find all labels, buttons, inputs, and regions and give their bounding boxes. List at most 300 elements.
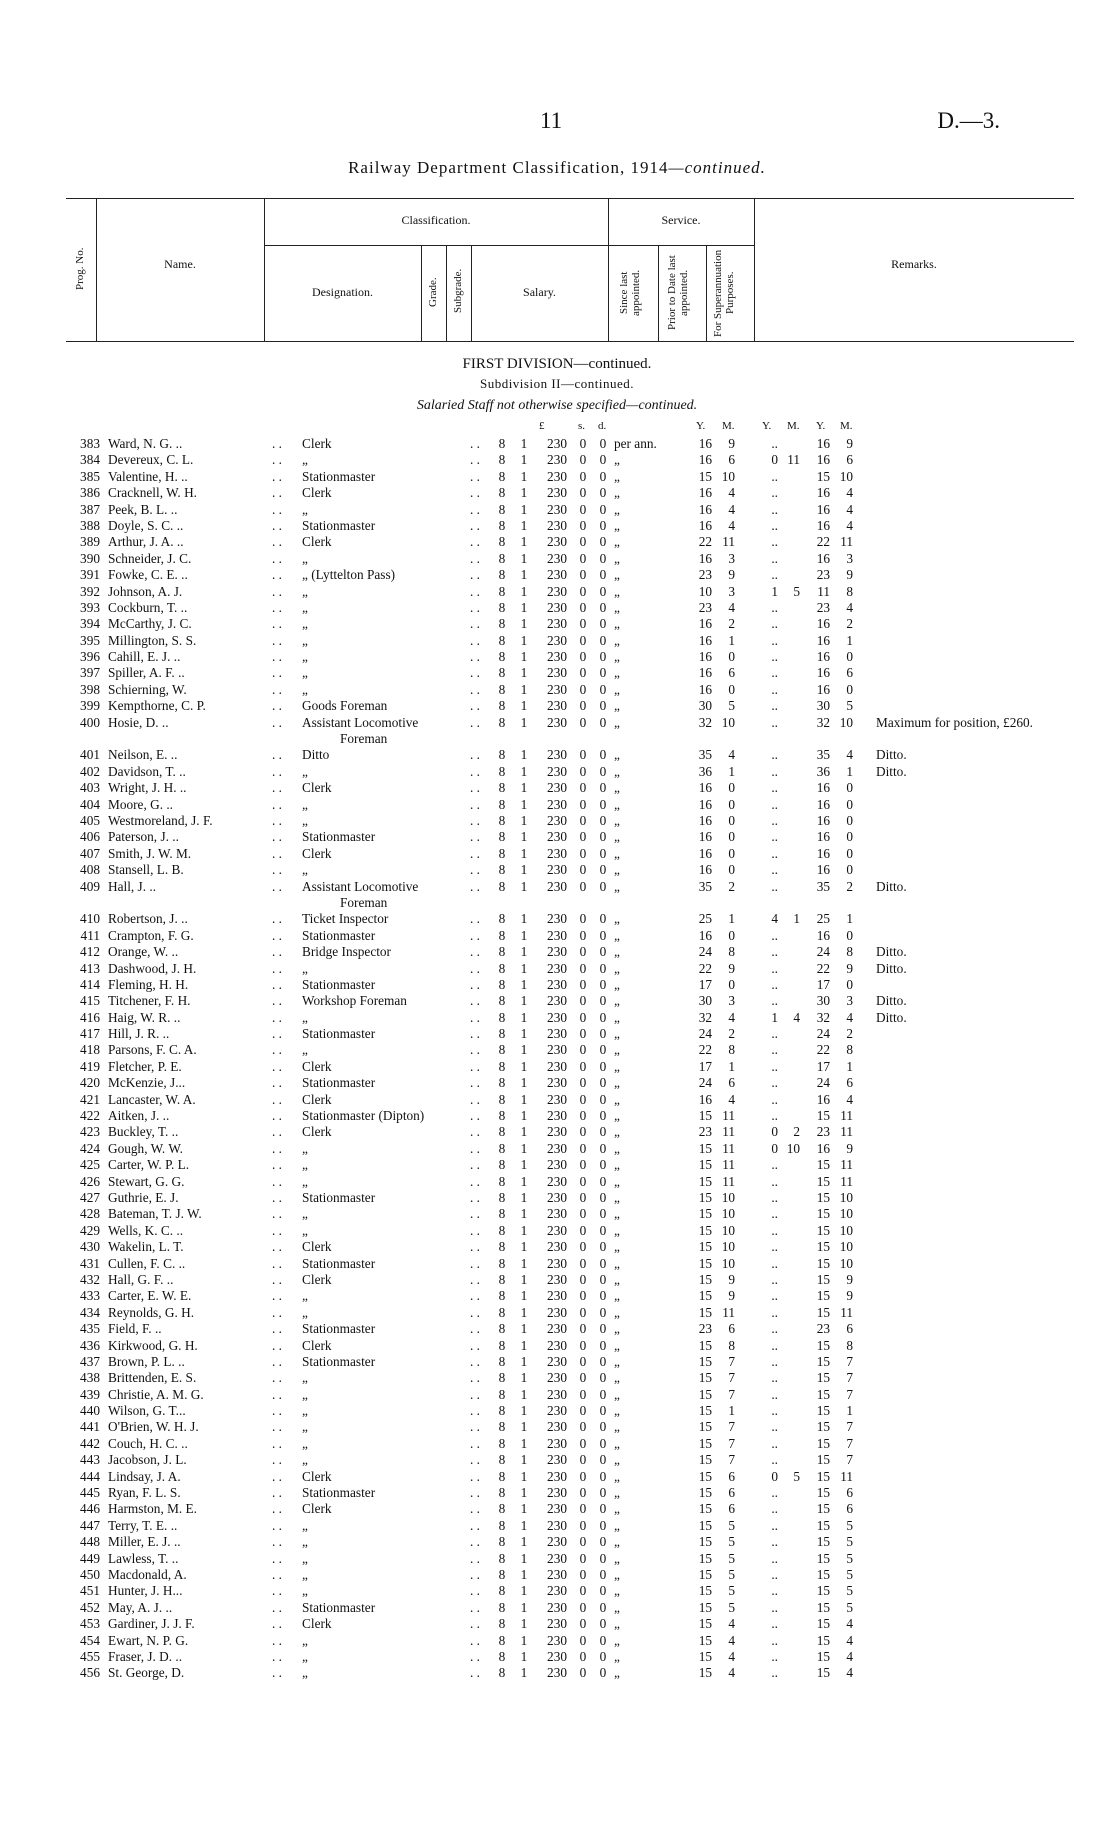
cell-designation: „ [302, 1173, 308, 1189]
cell-prog-no: 434 [80, 1304, 100, 1320]
cell-name: Guthrie, E. J. [108, 1190, 179, 1205]
cell-super-months: 10 [839, 1190, 853, 1205]
cell-prior-years: .. [771, 501, 778, 517]
cell-salary-period: „ [614, 517, 620, 533]
cell-salary-shillings: 0 [579, 1288, 587, 1304]
cell-salary-pence: 0 [599, 878, 607, 894]
header-salary: Salary. [523, 285, 556, 299]
cell-designation: „ [302, 796, 308, 812]
table-row [66, 1108, 1106, 1124]
leader-dots: . . [470, 681, 480, 697]
leader-dots: . . [272, 1321, 282, 1337]
cell-subgrade: 1 [520, 927, 528, 943]
cell-prog-no: 435 [80, 1321, 100, 1337]
cell-prog-no: 398 [80, 681, 100, 697]
cell-super-months: 2 [846, 616, 853, 632]
leader-dots: . . [272, 1304, 282, 1320]
cell-prog-no: 417 [80, 1026, 100, 1042]
cell-prog-no: 418 [80, 1042, 100, 1058]
cell-since-last-years: 15 [698, 1468, 712, 1484]
table-row [66, 1338, 1106, 1354]
cell-salary-pence: 0 [599, 911, 607, 927]
cell-since-last-months: 2 [728, 878, 735, 894]
cell-since-last-years: 15 [698, 1288, 712, 1304]
cell-salary-pounds: 230 [547, 944, 567, 960]
cell-salary-period: „ [614, 1075, 620, 1091]
cell-subgrade: 1 [520, 1566, 528, 1582]
leader-dots: . . [470, 1534, 480, 1550]
cell-salary-pence: 0 [599, 747, 607, 763]
cell-since-last-months: 9 [728, 1271, 735, 1287]
cell-subgrade: 1 [520, 1583, 528, 1599]
cell-designation: „ [302, 632, 308, 648]
cell-super-years: 15 [816, 1566, 830, 1582]
cell-salary-pounds: 230 [547, 1583, 567, 1599]
cell-salary-pounds: 230 [547, 649, 567, 665]
cell-salary-pence: 0 [599, 436, 607, 451]
cell-since-last-years: 15 [698, 1566, 712, 1582]
cell-prior-years: .. [771, 1108, 778, 1124]
unit-year-c: Y. [816, 420, 826, 432]
cell-salary-pence: 0 [599, 796, 607, 812]
leader-dots: . . [272, 1370, 282, 1386]
leader-dots: . . [272, 1271, 282, 1287]
leader-dots: . . [272, 927, 282, 943]
table-row [66, 911, 1106, 927]
cell-prog-no: 403 [80, 780, 100, 796]
cell-salary-shillings: 0 [579, 1370, 587, 1386]
cell-salary-pence: 0 [599, 1157, 607, 1173]
cell-since-last-years: 15 [698, 1403, 712, 1419]
cell-super-months: 3 [846, 550, 853, 566]
cell-prog-no: 392 [80, 583, 100, 599]
cell-prior-years: .. [771, 927, 778, 943]
cell-super-months: 0 [846, 845, 853, 861]
cell-designation: „ [302, 681, 308, 697]
cell-salary-period: „ [614, 747, 620, 763]
cell-salary-pounds: 230 [547, 1058, 567, 1074]
table-row [66, 1305, 1106, 1321]
cell-subgrade: 1 [520, 911, 528, 927]
cell-designation: „ [302, 550, 308, 566]
cell-prog-no: 401 [80, 747, 100, 763]
cell-prior-years: .. [771, 813, 778, 828]
cell-grade: 8 [498, 1321, 506, 1337]
cell-salary-pounds: 230 [547, 517, 567, 533]
leader-dots: . . [470, 780, 480, 796]
cell-grade: 8 [498, 1206, 506, 1222]
cell-salary-period: „ [614, 1124, 620, 1140]
cell-salary-pounds: 230 [547, 911, 567, 927]
table-row [66, 518, 1106, 534]
cell-salary-pence: 0 [599, 1091, 607, 1107]
cell-prior-years: .. [771, 1058, 778, 1074]
cell-salary-pence: 0 [599, 1550, 607, 1566]
cell-salary-period: „ [614, 1190, 620, 1205]
cell-super-years: 16 [816, 862, 830, 878]
cell-subgrade: 1 [520, 583, 528, 599]
cell-subgrade: 1 [520, 1026, 528, 1042]
cell-prior-years: .. [771, 1485, 778, 1501]
cell-prog-no: 390 [80, 550, 100, 566]
leader-dots: . . [470, 927, 480, 943]
cell-since-last-years: 15 [698, 1665, 712, 1681]
cell-prior-years: .. [771, 1599, 778, 1615]
cell-salary-pence: 0 [599, 813, 607, 828]
leader-dots: . . [272, 976, 282, 992]
leader-dots: . . [470, 1648, 480, 1664]
cell-grade: 8 [498, 1665, 506, 1681]
cell-designation: „ [302, 813, 308, 828]
cell-subgrade: 1 [520, 960, 528, 976]
cell-designation: Stationmaster [302, 1353, 376, 1369]
table-row [66, 1649, 1106, 1665]
leader-dots: . . [470, 1042, 480, 1058]
cell-salary-period: „ [614, 698, 620, 714]
cell-designation: Bridge Inspector [302, 944, 391, 960]
cell-prog-no: 443 [80, 1452, 100, 1468]
cell-super-months: 6 [846, 452, 853, 468]
cell-grade: 8 [498, 763, 506, 779]
cell-grade: 8 [498, 1157, 506, 1173]
cell-salary-period: „ [614, 780, 620, 796]
leader-dots: . . [470, 862, 480, 878]
cell-prior-years: .. [771, 1206, 778, 1222]
cell-super-years: 15 [816, 1173, 830, 1189]
cell-salary-pounds: 230 [547, 632, 567, 648]
cell-grade: 8 [498, 1534, 506, 1550]
cell-salary-period: „ [614, 649, 620, 665]
cell-salary-pence: 0 [599, 616, 607, 632]
cell-since-last-years: 22 [698, 960, 712, 976]
cell-name: Aitken, J. .. [108, 1108, 170, 1124]
cell-name: Arthur, J. A. .. [108, 534, 184, 550]
leader-dots: . . [272, 1108, 282, 1124]
cell-designation: „ [302, 583, 308, 599]
cell-prior-years: .. [771, 1452, 778, 1468]
table-row [66, 1157, 1106, 1173]
cell-designation: „ [302, 1222, 308, 1238]
cell-prior-years: .. [771, 1403, 778, 1419]
leader-dots: . . [470, 1091, 480, 1107]
leader-dots: . . [272, 960, 282, 976]
cell-salary-shillings: 0 [579, 616, 587, 632]
cell-super-years: 15 [816, 1452, 830, 1468]
cell-super-months: 11 [840, 1108, 853, 1124]
cell-designation: „ [302, 1403, 308, 1419]
leader-dots: . . [272, 1042, 282, 1058]
cell-name: Lancaster, W. A. [108, 1091, 196, 1107]
cell-salary-shillings: 0 [579, 747, 587, 763]
cell-subgrade: 1 [520, 813, 528, 828]
cell-since-last-months: 0 [728, 976, 735, 992]
cell-salary-period: „ [614, 681, 620, 697]
table-row [66, 1256, 1106, 1272]
cell-designation: Stationmaster [302, 1485, 376, 1501]
leader-dots: . . [272, 1222, 282, 1238]
cell-salary-pounds: 230 [547, 1255, 567, 1271]
leader-dots: . . [470, 796, 480, 812]
cell-subgrade: 1 [520, 780, 528, 796]
cell-salary-pounds: 230 [547, 1222, 567, 1238]
cell-since-last-months: 10 [721, 1255, 735, 1271]
cell-since-last-years: 16 [698, 550, 712, 566]
cell-salary-pence: 0 [599, 944, 607, 960]
cell-designation: Clerk [302, 1091, 332, 1107]
cell-subgrade: 1 [520, 452, 528, 468]
cell-subgrade: 1 [520, 1468, 528, 1484]
cell-super-months: 4 [846, 747, 853, 763]
cell-super-years: 15 [816, 468, 830, 484]
cell-salary-pounds: 230 [547, 1616, 567, 1632]
cell-super-months: 7 [846, 1452, 853, 1468]
cell-prior-years: .. [771, 1190, 778, 1205]
cell-super-years: 15 [816, 1501, 830, 1517]
cell-salary-pence: 0 [599, 583, 607, 599]
cell-prior-years: .. [771, 534, 778, 550]
cell-since-last-years: 16 [698, 1091, 712, 1107]
cell-subgrade: 1 [520, 1124, 528, 1140]
cell-prior-years: .. [771, 1271, 778, 1287]
cell-name: Hunter, J. H... [108, 1583, 183, 1599]
cell-since-last-years: 15 [698, 1616, 712, 1632]
cell-name: Hall, G. F. .. [108, 1271, 174, 1287]
cell-designation: „ [302, 1386, 308, 1402]
cell-salary-pounds: 230 [547, 1190, 567, 1205]
table-row [66, 1616, 1106, 1632]
table-row [66, 502, 1106, 518]
cell-grade: 8 [498, 862, 506, 878]
cell-grade: 8 [498, 1632, 506, 1648]
cell-since-last-months: 4 [728, 1616, 735, 1632]
leader-dots: . . [470, 1190, 480, 1205]
cell-since-last-years: 23 [698, 567, 712, 583]
cell-since-last-months: 11 [722, 1173, 735, 1189]
header-superannuation: For Superannuation Purposes. [712, 249, 736, 337]
cell-salary-pence: 0 [599, 501, 607, 517]
table-header [66, 198, 1074, 342]
leader-dots: . . [470, 1485, 480, 1501]
cell-salary-pence: 0 [599, 665, 607, 681]
cell-salary-pence: 0 [599, 599, 607, 615]
cell-name: Orange, W. .. [108, 944, 179, 960]
cell-salary-pounds: 230 [547, 1075, 567, 1091]
cell-designation: Clerk [302, 1239, 332, 1255]
cell-grade: 8 [498, 829, 506, 845]
cell-since-last-months: 4 [728, 1091, 735, 1107]
cell-designation: Stationmaster (Dipton) [302, 1108, 425, 1124]
cell-since-last-years: 15 [698, 1452, 712, 1468]
cell-super-years: 15 [816, 1304, 830, 1320]
cell-super-months: 5 [846, 1550, 853, 1566]
cell-prog-no: 414 [80, 976, 100, 992]
cell-since-last-years: 16 [698, 436, 712, 451]
cell-grade: 8 [498, 1108, 506, 1124]
unit-year-b: Y. [762, 420, 772, 432]
leader-dots: . . [470, 960, 480, 976]
cell-salary-period: „ [614, 1009, 620, 1025]
division-title: FIRST DIVISION—continued. [462, 356, 652, 372]
cell-salary-period: „ [614, 1321, 620, 1337]
table-row [66, 1633, 1106, 1649]
cell-since-last-months: 11 [722, 534, 735, 550]
cell-since-last-years: 22 [698, 1042, 712, 1058]
cell-since-last-months: 11 [722, 1304, 735, 1320]
leader-dots: . . [470, 550, 480, 566]
cell-salary-shillings: 0 [579, 1190, 587, 1205]
cell-salary-pounds: 230 [547, 1550, 567, 1566]
cell-since-last-months: 4 [728, 1009, 735, 1025]
cell-since-last-months: 7 [728, 1435, 735, 1451]
leader-dots: . . [470, 1009, 480, 1025]
cell-salary-period: „ [614, 665, 620, 681]
cell-name: Wakelin, L. T. [108, 1239, 184, 1255]
leader-dots: . . [272, 468, 282, 484]
cell-prior-years: 1 [771, 583, 778, 599]
cell-super-months: 8 [846, 1042, 853, 1058]
cell-name: Cockburn, T. .. [108, 599, 188, 615]
cell-super-months: 8 [846, 1337, 853, 1353]
cell-since-last-years: 15 [698, 1108, 712, 1124]
cell-super-months: 0 [846, 681, 853, 697]
cell-subgrade: 1 [520, 1271, 528, 1287]
cell-super-years: 17 [816, 1058, 830, 1074]
cell-since-last-years: 16 [698, 452, 712, 468]
cell-super-months: 0 [846, 976, 853, 992]
cell-salary-pence: 0 [599, 1140, 607, 1156]
leader-dots: . . [272, 796, 282, 812]
cell-prior-months: 1 [793, 911, 800, 927]
cell-prog-no: 407 [80, 845, 100, 861]
cell-since-last-years: 15 [698, 1337, 712, 1353]
cell-salary-shillings: 0 [579, 1075, 587, 1091]
cell-name: Millington, S. S. [108, 632, 197, 648]
cell-grade: 8 [498, 1616, 506, 1632]
cell-prior-years: .. [771, 1304, 778, 1320]
leader-dots: . . [272, 1009, 282, 1025]
cell-super-years: 16 [816, 501, 830, 517]
cell-prog-no: 433 [80, 1288, 100, 1304]
leader-dots: . . [470, 649, 480, 665]
cell-grade: 8 [498, 583, 506, 599]
cell-subgrade: 1 [520, 1419, 528, 1435]
cell-salary-pence: 0 [599, 550, 607, 566]
cell-super-years: 16 [816, 452, 830, 468]
cell-grade: 8 [498, 1353, 506, 1369]
cell-prog-no: 421 [80, 1091, 100, 1107]
cell-since-last-months: 0 [728, 829, 735, 845]
cell-salary-pounds: 230 [547, 1648, 567, 1664]
cell-salary-period: „ [614, 583, 620, 599]
cell-salary-shillings: 0 [579, 517, 587, 533]
cell-name: Hosie, D. .. [108, 714, 169, 730]
cell-grade: 8 [498, 1255, 506, 1271]
cell-salary-period: „ [614, 1566, 620, 1582]
cell-subgrade: 1 [520, 1648, 528, 1664]
cell-salary-shillings: 0 [579, 1222, 587, 1238]
cell-salary-pence: 0 [599, 1075, 607, 1091]
cell-super-months: 1 [846, 763, 853, 779]
cell-salary-pounds: 230 [547, 1271, 567, 1287]
cell-salary-pence: 0 [599, 1468, 607, 1484]
cell-salary-pounds: 230 [547, 878, 567, 894]
cell-super-months: 11 [840, 534, 853, 550]
cell-subgrade: 1 [520, 436, 528, 451]
cell-since-last-years: 16 [698, 927, 712, 943]
cell-name: Neilson, E. .. [108, 747, 178, 763]
cell-super-years: 16 [816, 550, 830, 566]
cell-super-years: 24 [816, 1075, 830, 1091]
cell-designation: Clerk [302, 780, 332, 796]
cell-since-last-years: 15 [698, 1190, 712, 1205]
cell-super-years: 15 [816, 1468, 830, 1484]
cell-designation: „ [302, 616, 308, 632]
cell-name: Robertson, J. .. [108, 911, 188, 927]
cell-prog-no: 451 [80, 1583, 100, 1599]
leader-dots: . . [470, 1026, 480, 1042]
cell-name: Wells, K. C. .. [108, 1222, 184, 1238]
leader-dots: . . [470, 1566, 480, 1582]
cell-salary-pence: 0 [599, 1452, 607, 1468]
cell-salary-shillings: 0 [579, 1485, 587, 1501]
cell-salary-shillings: 0 [579, 1337, 587, 1353]
cell-salary-pence: 0 [599, 1206, 607, 1222]
cell-salary-pounds: 230 [547, 960, 567, 976]
cell-prog-no: 388 [80, 517, 100, 533]
cell-subgrade: 1 [520, 1501, 528, 1517]
cell-salary-shillings: 0 [579, 1255, 587, 1271]
cell-salary-shillings: 0 [579, 862, 587, 878]
cell-salary-shillings: 0 [579, 1599, 587, 1615]
cell-designation: Stationmaster [302, 517, 376, 533]
cell-since-last-months: 6 [728, 1468, 735, 1484]
cell-prog-no: 408 [80, 862, 100, 878]
cell-since-last-months: 8 [728, 944, 735, 960]
table-row [66, 1419, 1106, 1435]
cell-prior-years: .. [771, 960, 778, 976]
cell-salary-shillings: 0 [579, 1386, 587, 1402]
cell-salary-period: „ [614, 1550, 620, 1566]
cell-since-last-months: 9 [728, 960, 735, 976]
cell-salary-pounds: 230 [547, 1157, 567, 1173]
cell-super-months: 1 [846, 1058, 853, 1074]
cell-salary-pounds: 230 [547, 1452, 567, 1468]
leader-dots: . . [272, 1517, 282, 1533]
cell-salary-period: „ [614, 1108, 620, 1124]
table-row [66, 944, 1106, 960]
cell-designation: „ (Lyttelton Pass) [302, 567, 396, 583]
cell-salary-shillings: 0 [579, 1665, 587, 1681]
cell-since-last-years: 17 [698, 976, 712, 992]
table-row [66, 928, 1106, 944]
cell-designation: „ [302, 1632, 308, 1648]
leader-dots: . . [470, 1583, 480, 1599]
table-row [66, 649, 1106, 665]
table-row [66, 1075, 1106, 1091]
cell-grade: 8 [498, 1190, 506, 1205]
cell-prior-years: .. [771, 517, 778, 533]
cell-name: Brittenden, E. S. [108, 1370, 197, 1386]
cell-super-months: 10 [839, 714, 853, 730]
cell-prog-no: 437 [80, 1353, 100, 1369]
cell-designation: Workshop Foreman [302, 993, 407, 1009]
table-row [66, 1190, 1106, 1206]
cell-grade: 8 [498, 1304, 506, 1320]
cell-salary-pounds: 230 [547, 1386, 567, 1402]
cell-super-years: 16 [816, 927, 830, 943]
leader-dots: . . [272, 1026, 282, 1042]
cell-prog-no: 384 [80, 452, 100, 468]
